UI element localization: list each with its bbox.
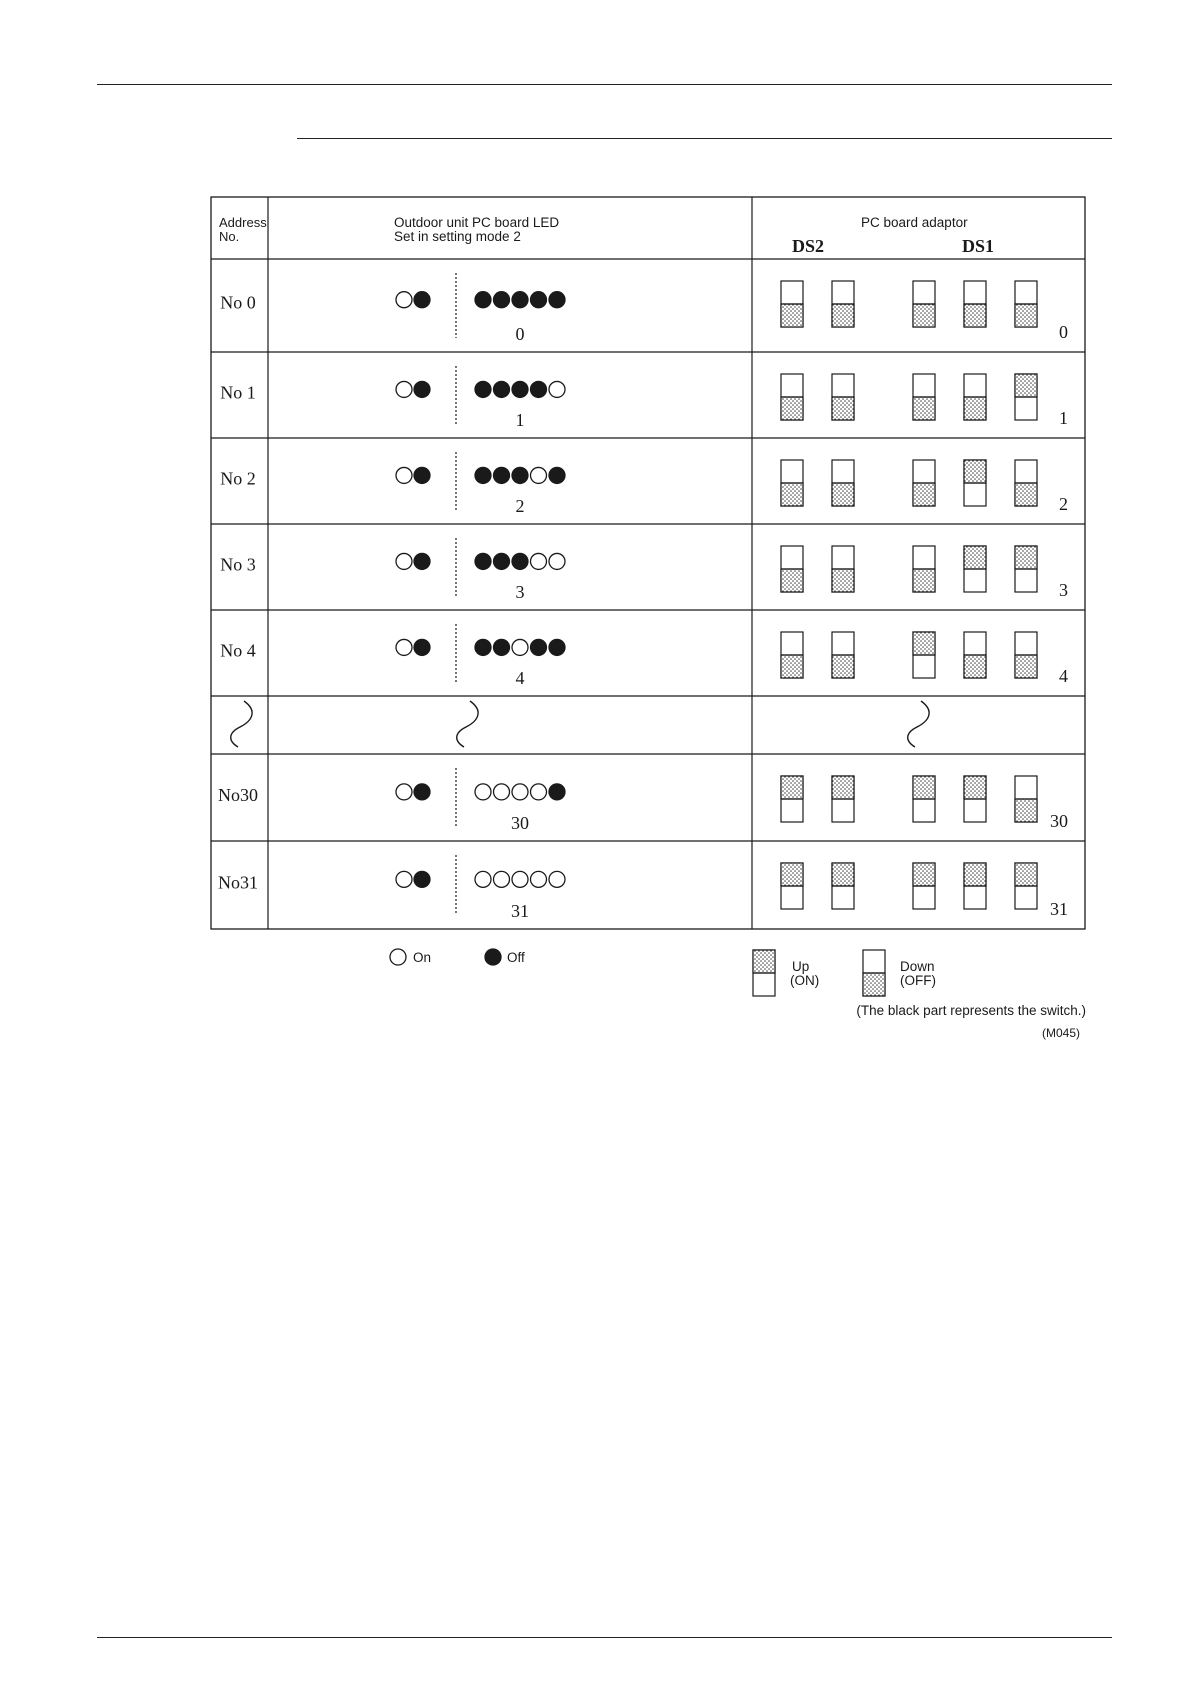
led-on	[396, 467, 412, 483]
switch-value: 4	[1059, 666, 1068, 686]
address-column-label: Address	[219, 215, 267, 230]
led-on	[494, 871, 510, 887]
ds1-label: DS1	[962, 236, 995, 256]
table-row	[220, 624, 1068, 688]
switch-knob	[832, 483, 854, 506]
figure-code: (M045)	[1041, 1026, 1080, 1040]
ds1-switch-3	[1015, 460, 1037, 506]
table-row	[220, 366, 1068, 430]
led-off	[512, 292, 528, 308]
led-code-number: 4	[515, 668, 525, 688]
led-on	[494, 784, 510, 800]
led-off	[475, 292, 491, 308]
legend-up-label: Up	[792, 959, 810, 974]
legend-off-icon	[485, 949, 501, 965]
ds1-switch-1	[913, 863, 935, 909]
ds1-switch-1	[913, 374, 935, 420]
ds2-switch-2	[832, 546, 854, 592]
legend-up-switch	[753, 950, 775, 996]
switch-knob	[781, 397, 803, 420]
led-on	[475, 871, 491, 887]
switch-knob	[964, 776, 986, 799]
ds2-switch-2	[832, 863, 854, 909]
address-label: No 3	[220, 554, 256, 575]
table-row	[220, 273, 1068, 344]
switch-knob	[1015, 799, 1037, 822]
legend-on-label: On	[413, 950, 432, 965]
table-frame	[211, 197, 1085, 929]
led-on	[396, 871, 412, 887]
ds1-switch-3	[1015, 863, 1037, 909]
led-off	[475, 553, 491, 569]
switch-knob	[781, 483, 803, 506]
switch-value: 30	[1050, 811, 1068, 831]
table-row	[220, 452, 1068, 516]
led-off	[549, 292, 565, 308]
switch-value: 31	[1050, 899, 1068, 919]
led-on	[549, 381, 565, 397]
led-on	[512, 871, 528, 887]
led-on	[531, 871, 547, 887]
switch-knob	[832, 304, 854, 327]
address-column-label: No.	[219, 229, 240, 244]
led-off	[494, 467, 510, 483]
led-on	[531, 467, 547, 483]
ds2-switch-1	[781, 546, 803, 592]
switch-knob	[781, 569, 803, 592]
legend-up-sub: (ON)	[790, 973, 820, 988]
ds1-switch-1	[913, 546, 935, 592]
ellipsis-mark	[908, 701, 929, 747]
switch-knob	[1015, 374, 1037, 397]
ds1-switch-2	[964, 776, 986, 822]
led-off	[494, 553, 510, 569]
switch-knob	[863, 973, 885, 996]
legend-down-label: Down	[900, 959, 935, 974]
ds1-switch-1	[913, 281, 935, 327]
ds1-switch-1	[913, 776, 935, 822]
switch-knob	[1015, 483, 1037, 506]
switch-knob	[832, 397, 854, 420]
led-code-number: 3	[515, 582, 525, 602]
led-off	[549, 784, 565, 800]
ds2-switch-1	[781, 863, 803, 909]
led-on	[549, 871, 565, 887]
ds1-switch-3	[1015, 281, 1037, 327]
ds2-switch-2	[832, 374, 854, 420]
switch-knob	[1015, 546, 1037, 569]
led-on	[396, 553, 412, 569]
switch-value: 3	[1059, 580, 1068, 600]
switch-knob	[913, 632, 935, 655]
ds1-switch-2	[964, 460, 986, 506]
switch-knob	[964, 304, 986, 327]
switch-value: 1	[1059, 408, 1068, 428]
led-off	[475, 639, 491, 655]
switch-knob	[913, 483, 935, 506]
led-off	[494, 381, 510, 397]
switch-knob	[781, 776, 803, 799]
ds2-switch-1	[781, 460, 803, 506]
switch-value: 2	[1059, 494, 1068, 514]
switch-knob	[913, 776, 935, 799]
switch-knob	[832, 863, 854, 886]
adaptor-column-title: PC board adaptor	[861, 215, 968, 230]
ds1-switch-2	[964, 281, 986, 327]
led-on	[549, 553, 565, 569]
ds1-switch-1	[913, 632, 935, 678]
legend-down-sub: (OFF)	[900, 973, 936, 988]
led-on	[396, 292, 412, 308]
led-off	[414, 784, 430, 800]
led-on	[396, 381, 412, 397]
led-off	[414, 292, 430, 308]
ds2-switch-1	[781, 374, 803, 420]
switch-knob	[964, 397, 986, 420]
legend-down-switch	[863, 950, 885, 996]
ds1-switch-2	[964, 863, 986, 909]
switch-knob	[781, 304, 803, 327]
address-label: No 0	[220, 292, 256, 313]
table-row	[220, 538, 1068, 602]
led-off	[475, 467, 491, 483]
switch-knob	[913, 569, 935, 592]
ds2-switch-2	[832, 632, 854, 678]
ellipsis-mark	[231, 701, 252, 747]
ellipsis-row	[231, 701, 929, 747]
legend-note: (The black part represents the switch.)	[856, 1003, 1086, 1018]
switch-knob	[913, 863, 935, 886]
led-on	[396, 639, 412, 655]
led-column-subtitle: Set in setting mode 2	[394, 229, 521, 244]
led-on	[475, 784, 491, 800]
switch-knob	[781, 655, 803, 678]
ds1-switch-2	[964, 632, 986, 678]
switch-knob	[753, 950, 775, 973]
led-off	[414, 381, 430, 397]
switch-knob	[832, 569, 854, 592]
switch-knob	[913, 397, 935, 420]
switch-knob	[913, 304, 935, 327]
switch-knob	[1015, 304, 1037, 327]
switch-value: 0	[1059, 322, 1068, 342]
led-off	[494, 292, 510, 308]
ds2-label: DS2	[792, 236, 825, 256]
table-row	[218, 855, 1068, 921]
ds1-switch-2	[964, 374, 986, 420]
led-code-number: 2	[515, 496, 525, 516]
led-off	[512, 553, 528, 569]
led-off	[414, 871, 430, 887]
legend-off-label: Off	[507, 950, 525, 965]
ellipsis-mark	[457, 701, 478, 747]
ds1-switch-3	[1015, 374, 1037, 420]
switch-knob	[964, 546, 986, 569]
led-off	[414, 639, 430, 655]
led-off	[414, 467, 430, 483]
led-on	[531, 784, 547, 800]
switch-knob	[964, 863, 986, 886]
led-code-number: 1	[515, 410, 525, 430]
led-off	[475, 381, 491, 397]
led-off	[512, 467, 528, 483]
switch-knob	[964, 655, 986, 678]
switch-knob	[1015, 863, 1037, 886]
switch-knob	[1015, 655, 1037, 678]
led-off	[549, 639, 565, 655]
ds1-switch-3	[1015, 632, 1037, 678]
led-column-title: Outdoor unit PC board LED	[394, 215, 560, 230]
ds2-switch-2	[832, 281, 854, 327]
address-label: No 2	[220, 468, 256, 489]
ds2-switch-2	[832, 460, 854, 506]
led-off	[414, 553, 430, 569]
led-off	[549, 467, 565, 483]
led-on	[396, 784, 412, 800]
led-off	[494, 639, 510, 655]
ds1-switch-3	[1015, 776, 1037, 822]
led-off	[531, 381, 547, 397]
ds2-switch-1	[781, 632, 803, 678]
address-label: No 4	[220, 640, 256, 661]
switch-knob	[781, 863, 803, 886]
switch-knob	[964, 460, 986, 483]
ds1-switch-3	[1015, 546, 1037, 592]
ds1-switch-1	[913, 460, 935, 506]
address-label: No 1	[220, 382, 256, 403]
led-code-number: 0	[515, 324, 525, 344]
address-label: No30	[218, 784, 258, 805]
ds2-switch-2	[832, 776, 854, 822]
table-row	[218, 768, 1068, 833]
led-off	[531, 292, 547, 308]
led-code-number: 31	[511, 901, 529, 921]
ds2-switch-1	[781, 281, 803, 327]
switch-knob	[832, 776, 854, 799]
led-on	[512, 784, 528, 800]
led-off	[512, 381, 528, 397]
ds1-switch-2	[964, 546, 986, 592]
led-code-number: 30	[511, 813, 529, 833]
led-on	[512, 639, 528, 655]
ds2-switch-1	[781, 776, 803, 822]
led-on	[531, 553, 547, 569]
switch-knob	[832, 655, 854, 678]
led-off	[531, 639, 547, 655]
legend-on-icon	[390, 949, 406, 965]
address-label: No31	[218, 872, 258, 893]
